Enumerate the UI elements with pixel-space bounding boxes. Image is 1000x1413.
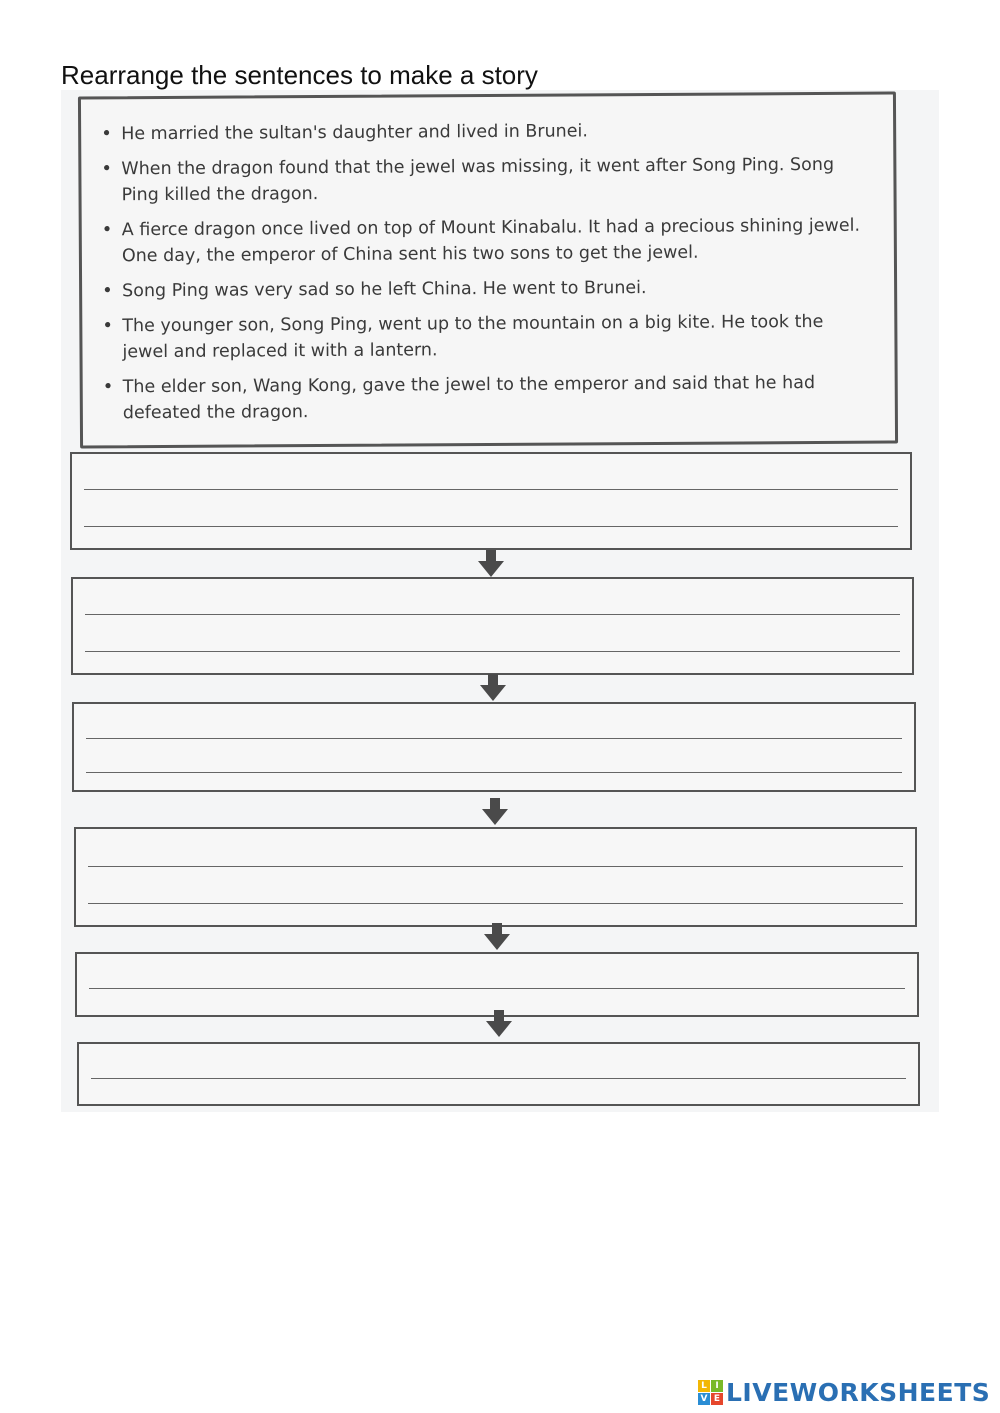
answer-line[interactable]	[86, 772, 902, 773]
logo-block: V	[698, 1393, 710, 1405]
sentence-item	[102, 213, 874, 270]
sentence-list	[81, 95, 895, 427]
answer-box-6[interactable]	[77, 1042, 920, 1106]
bullet-icon: •	[101, 219, 113, 241]
sentence-box	[78, 92, 898, 449]
sentence-item	[103, 370, 875, 427]
sentence-text: A fierce dragon once lived on top of Mount Kinabalu. It had a precious shining jewel. One day, the emperor of China sent his two sons to get the jewel.	[121, 215, 861, 267]
answer-line[interactable]	[84, 526, 898, 527]
worksheet-scan	[61, 90, 939, 1112]
sentence-text: The elder son, Wang Kong, gave the jewel to the emperor and said that he had defeated the dragon.	[122, 373, 816, 424]
liveworksheets-logo	[698, 1378, 990, 1407]
answer-line[interactable]	[85, 651, 900, 652]
answer-line[interactable]	[86, 738, 902, 739]
logo-blocks-icon	[698, 1380, 723, 1405]
answer-box-4[interactable]	[74, 827, 917, 927]
logo-block: L	[698, 1380, 710, 1392]
logo-block: E	[711, 1393, 723, 1405]
page-title: Rearrange the sentences to make a story	[61, 60, 538, 90]
answer-box-3[interactable]	[72, 702, 916, 792]
logo-block: I	[711, 1380, 723, 1392]
sentence-text: The younger son, Song Ping, went up to the mountain on a big kite. He took the jewel and replaced it with a lantern.	[122, 311, 824, 363]
bullet-icon: •	[102, 376, 114, 398]
sentence-text: He married the sultan's daughter and lived in Brunei.	[121, 121, 588, 145]
bullet-icon: •	[102, 280, 113, 302]
answer-line[interactable]	[88, 866, 903, 867]
bullet-icon: •	[101, 123, 112, 145]
sentence-item	[101, 152, 873, 209]
bullet-icon: •	[101, 158, 113, 180]
answer-line[interactable]	[91, 1078, 906, 1079]
answer-box-5[interactable]	[75, 952, 919, 1017]
sentence-item	[101, 117, 873, 148]
logo-text: LIVEWORKSHEETS	[726, 1378, 991, 1407]
answer-line[interactable]	[88, 903, 903, 904]
bullet-icon: •	[102, 315, 114, 337]
sentence-text: When the dragon found that the jewel was missing, it went after Song Ping. Song Ping killed the dragon.	[121, 154, 835, 206]
answer-box-1[interactable]	[70, 452, 912, 550]
sentence-item	[102, 309, 874, 366]
answer-line[interactable]	[89, 988, 905, 989]
answer-line[interactable]	[84, 489, 898, 490]
sentence-item	[102, 274, 874, 305]
answer-line[interactable]	[85, 614, 900, 615]
answer-box-2[interactable]	[71, 577, 914, 675]
sentence-text: Song Ping was very sad so he left China. He went to Brunei.	[122, 278, 647, 302]
